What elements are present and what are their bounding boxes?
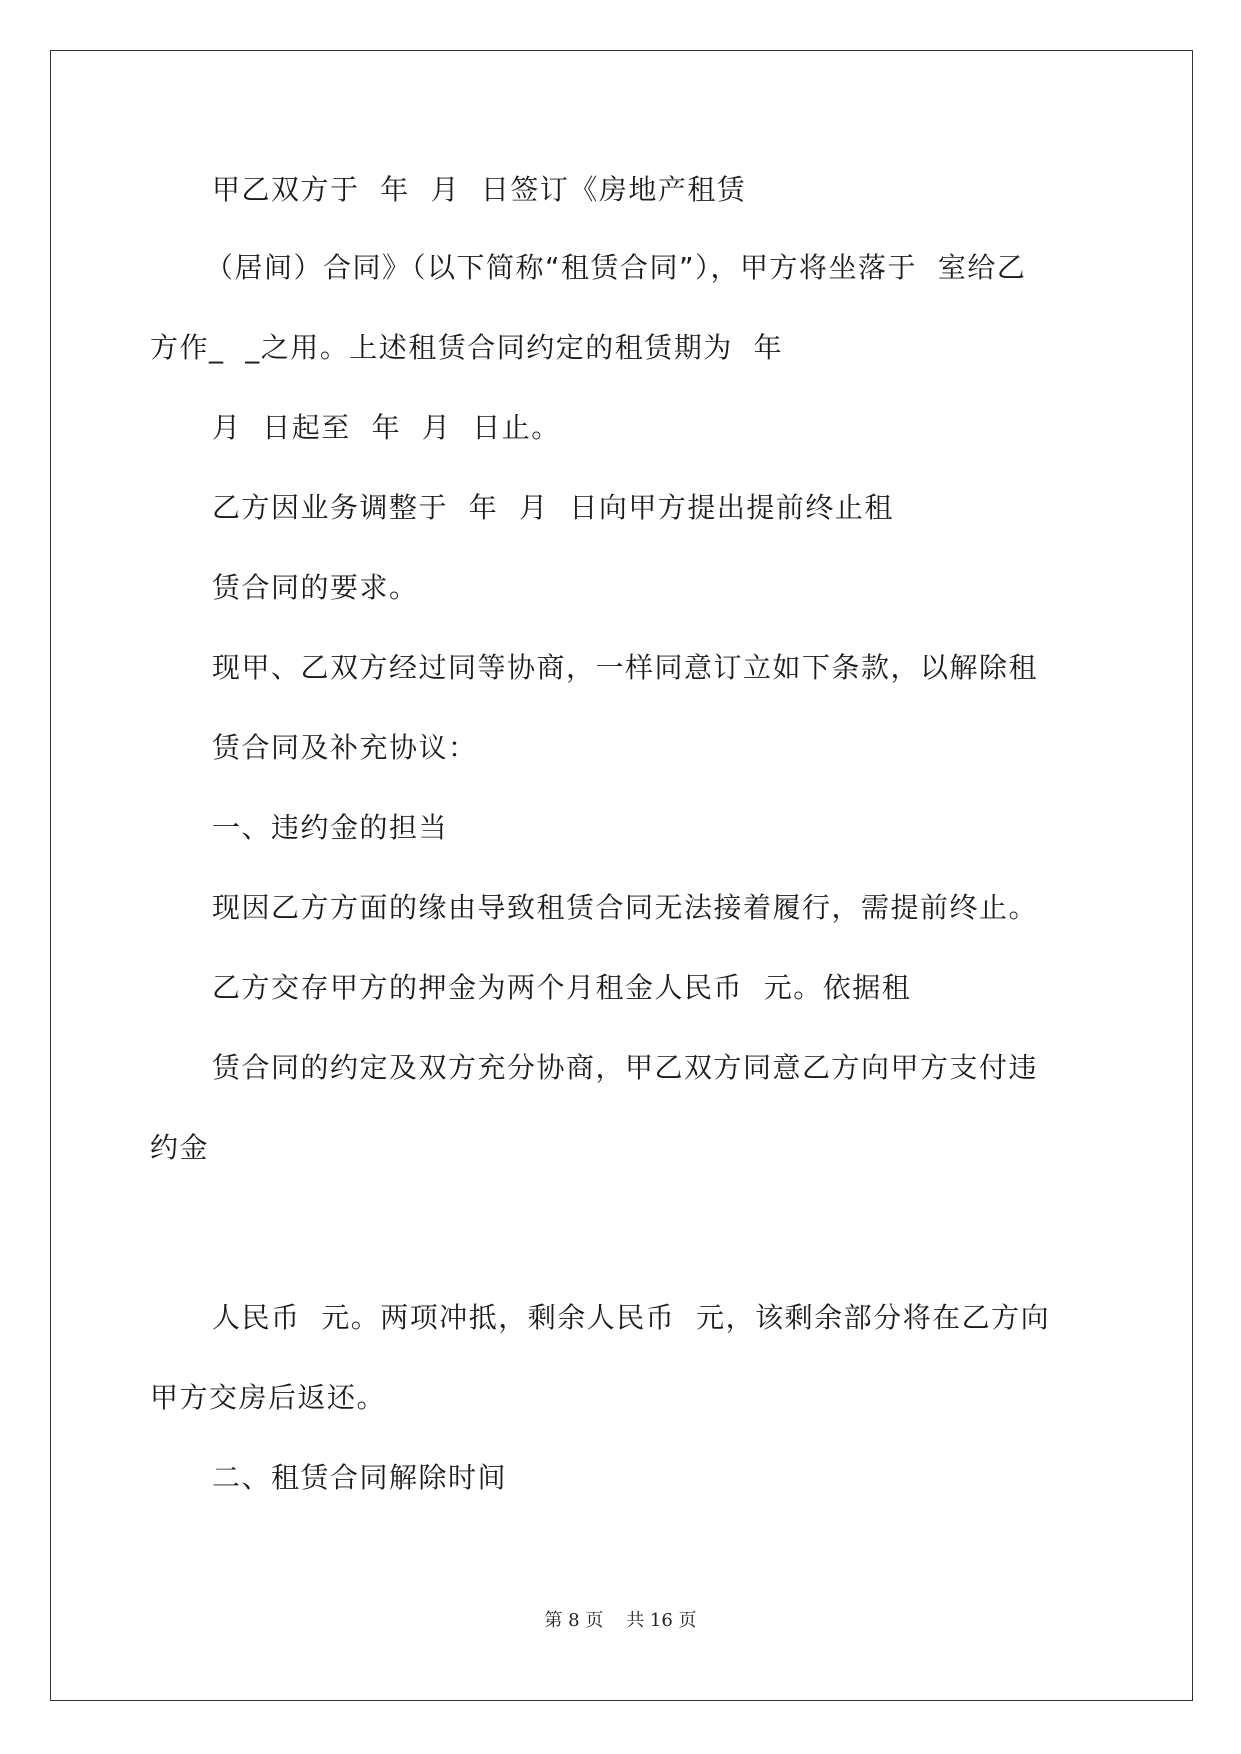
body-line-6: 赁合同的要求。: [212, 571, 419, 604]
body-line-13: 约金: [150, 1131, 210, 1164]
body-line-12: 赁合同的约定及双方充分协商，甲乙双方同意乙方向甲方支付违: [212, 1051, 1039, 1084]
section-heading-2: 二、租赁合同解除时间: [212, 1461, 508, 1494]
body-line-14: 人民币 元。两项冲抵，剩余人民币 元，该剩余部分将在乙方向: [212, 1301, 1051, 1334]
body-line-3: 方作_ _之用。上述租赁合同约定的租赁期为 年: [150, 331, 784, 364]
page-number-footer: 第 8 页 共 16 页: [544, 1610, 697, 1631]
body-line-4: 月 日起至 年 月 日止。: [212, 411, 561, 444]
body-line-8: 赁合同及补充协议：: [212, 731, 478, 764]
body-line-2: （居间）合同》（以下简称“租赁合同”），甲方将坐落于 室给乙: [205, 251, 1027, 284]
page-frame: [50, 50, 1193, 1701]
body-line-11: 乙方交存甲方的押金为两个月租金人民币 元。依据租: [212, 971, 912, 1004]
section-heading-1: 一、违约金的担当: [212, 811, 449, 844]
body-line-15: 甲方交房后返还。: [150, 1381, 387, 1414]
body-line-5: 乙方因业务调整于 年 月 日向甲方提出提前终止租: [212, 491, 894, 524]
body-line-1: 甲乙双方于 年 月 日签订《房地产租赁: [212, 173, 747, 206]
body-line-7: 现甲、乙双方经过同等协商，一样同意订立如下条款，以解除租: [212, 651, 1039, 684]
body-line-10: 现因乙方方面的缘由导致租赁合同无法接着履行，需提前终止。: [212, 891, 1039, 924]
